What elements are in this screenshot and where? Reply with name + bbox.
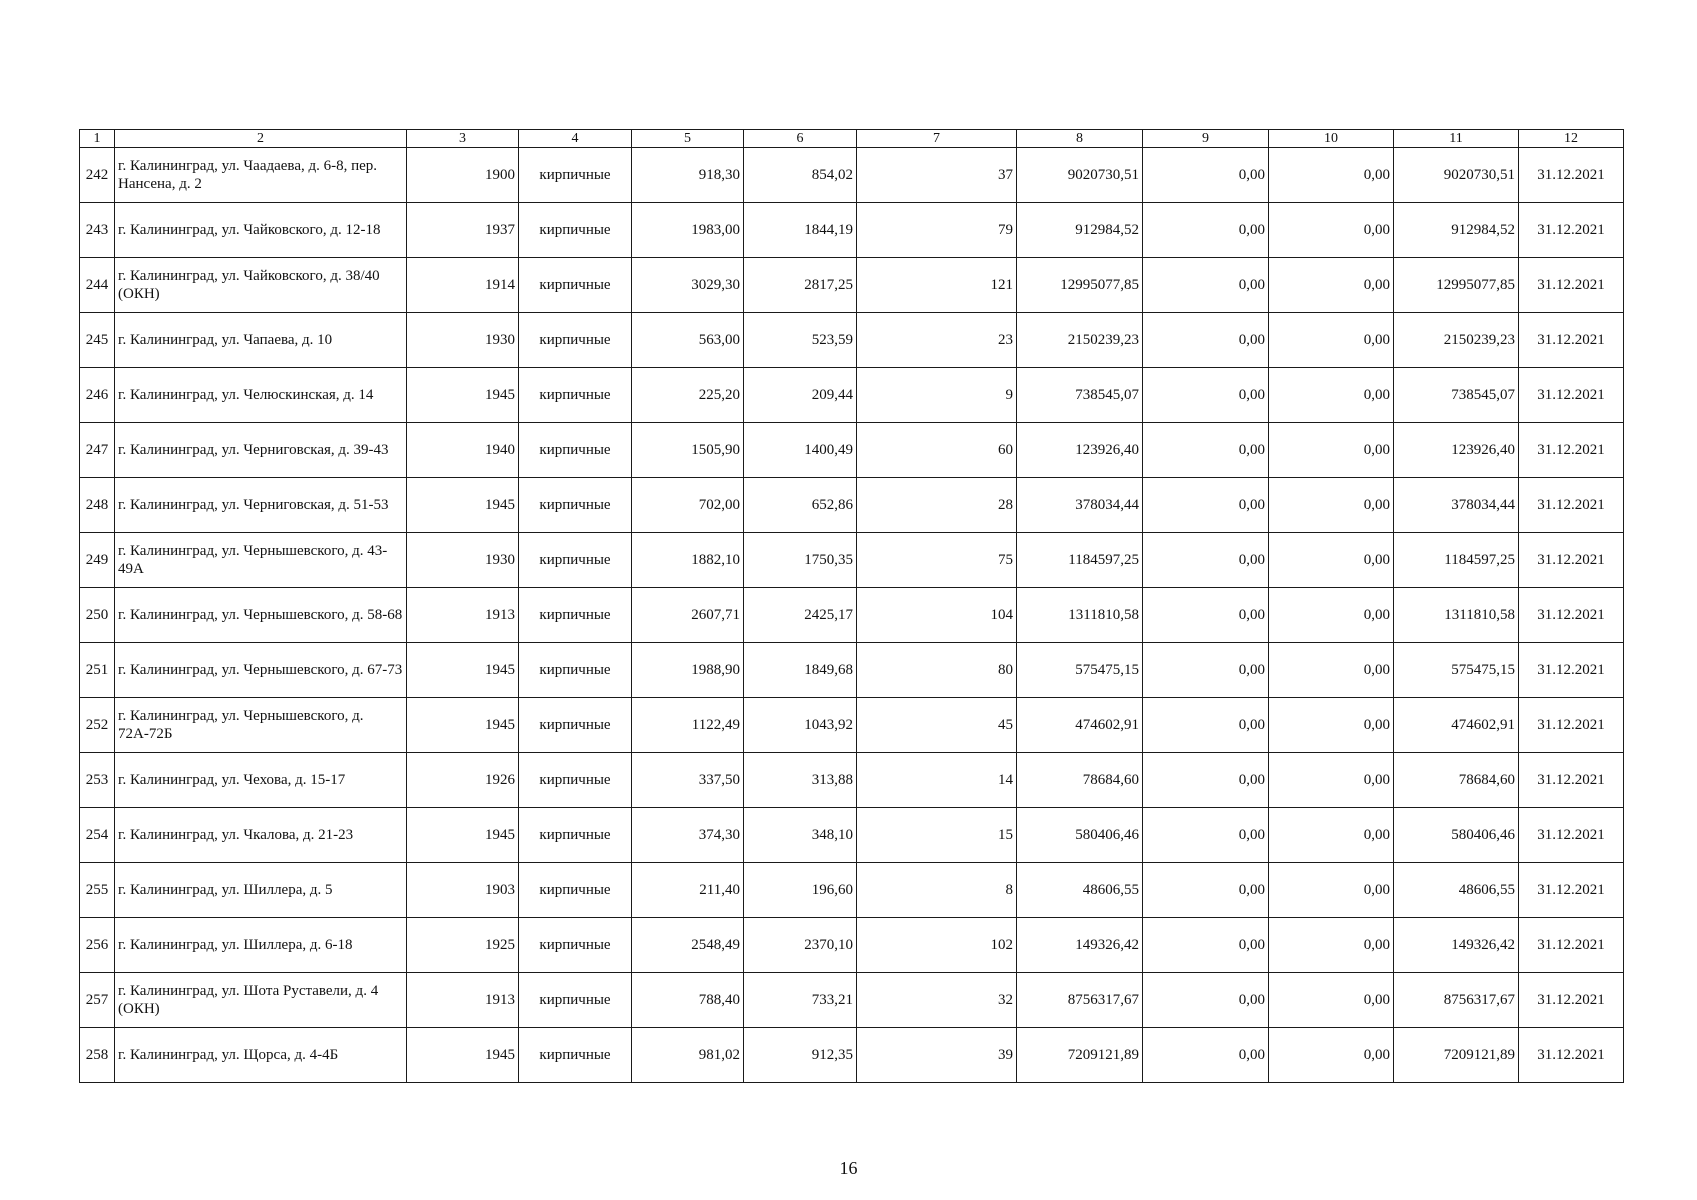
cost-col9-cell: 0,00 (1143, 1028, 1269, 1083)
cost-total-cell: 378034,44 (1017, 478, 1143, 533)
deadline-date-cell: 31.12.2021 (1519, 203, 1624, 258)
deadline-date-cell: 31.12.2021 (1519, 533, 1624, 588)
living-area-cell: 313,88 (744, 753, 857, 808)
material-cell: кирпичные (519, 973, 632, 1028)
living-area-cell: 2817,25 (744, 258, 857, 313)
row-number-cell: 252 (80, 698, 115, 753)
deadline-date-cell: 31.12.2021 (1519, 753, 1624, 808)
cost-col9-cell: 0,00 (1143, 753, 1269, 808)
material-cell: кирпичные (519, 533, 632, 588)
living-area-cell: 733,21 (744, 973, 857, 1028)
cost-col11-cell: 575475,15 (1394, 643, 1519, 698)
table-row (80, 753, 1624, 808)
living-area-cell: 1844,19 (744, 203, 857, 258)
total-area-cell: 374,30 (632, 808, 744, 863)
column-number: 2 (115, 130, 407, 148)
address-cell: г. Калининград, ул. Шиллера, д. 6-18 (115, 918, 407, 973)
row-number-cell: 254 (80, 808, 115, 863)
page-number: 16 (839, 1158, 858, 1178)
living-area-cell: 1849,68 (744, 643, 857, 698)
deadline-date-cell: 31.12.2021 (1519, 1028, 1624, 1083)
cost-col10-cell: 0,00 (1269, 808, 1394, 863)
material-cell: кирпичные (519, 808, 632, 863)
year-cell: 1945 (407, 643, 519, 698)
address-cell: г. Калининград, ул. Шиллера, д. 5 (115, 863, 407, 918)
address-cell: г. Калининград, ул. Чехова, д. 15-17 (115, 753, 407, 808)
deadline-date-cell: 31.12.2021 (1519, 313, 1624, 368)
deadline-date-cell: 31.12.2021 (1519, 148, 1624, 203)
total-area-cell: 3029,30 (632, 258, 744, 313)
residents-cell: 102 (857, 918, 1017, 973)
address-cell: г. Калининград, ул. Челюскинская, д. 14 (115, 368, 407, 423)
table-row (80, 203, 1624, 258)
row-number-cell: 247 (80, 423, 115, 478)
material-cell: кирпичные (519, 313, 632, 368)
material-cell: кирпичные (519, 423, 632, 478)
residents-cell: 79 (857, 203, 1017, 258)
table-row (80, 808, 1624, 863)
total-area-cell: 2548,49 (632, 918, 744, 973)
material-cell: кирпичные (519, 1028, 632, 1083)
row-number-cell: 246 (80, 368, 115, 423)
year-cell: 1945 (407, 808, 519, 863)
cost-col9-cell: 0,00 (1143, 258, 1269, 313)
column-number: 11 (1394, 130, 1519, 148)
cost-col9-cell: 0,00 (1143, 203, 1269, 258)
cost-col10-cell: 0,00 (1269, 1028, 1394, 1083)
cost-col10-cell: 0,00 (1269, 368, 1394, 423)
column-number: 12 (1519, 130, 1624, 148)
deadline-date-cell: 31.12.2021 (1519, 588, 1624, 643)
row-number-cell: 257 (80, 973, 115, 1028)
row-number-cell: 242 (80, 148, 115, 203)
deadline-date-cell: 31.12.2021 (1519, 368, 1624, 423)
address-cell: г. Калининград, ул. Чапаева, д. 10 (115, 313, 407, 368)
material-cell: кирпичные (519, 588, 632, 643)
cost-col10-cell: 0,00 (1269, 423, 1394, 478)
cost-col9-cell: 0,00 (1143, 368, 1269, 423)
column-number-row (80, 130, 1624, 148)
total-area-cell: 1988,90 (632, 643, 744, 698)
cost-col10-cell: 0,00 (1269, 258, 1394, 313)
living-area-cell: 209,44 (744, 368, 857, 423)
deadline-date-cell: 31.12.2021 (1519, 973, 1624, 1028)
table-row (80, 588, 1624, 643)
cost-total-cell: 474602,91 (1017, 698, 1143, 753)
residents-cell: 32 (857, 973, 1017, 1028)
cost-col11-cell: 149326,42 (1394, 918, 1519, 973)
table-row (80, 643, 1624, 698)
cost-col11-cell: 48606,55 (1394, 863, 1519, 918)
address-cell: г. Калининград, ул. Чернышевского, д. 72А-72Б (115, 698, 407, 753)
total-area-cell: 788,40 (632, 973, 744, 1028)
column-number: 6 (744, 130, 857, 148)
table-row (80, 533, 1624, 588)
residents-cell: 60 (857, 423, 1017, 478)
cost-col10-cell: 0,00 (1269, 478, 1394, 533)
cost-total-cell: 78684,60 (1017, 753, 1143, 808)
living-area-cell: 2425,17 (744, 588, 857, 643)
table-row (80, 368, 1624, 423)
deadline-date-cell: 31.12.2021 (1519, 423, 1624, 478)
table-row (80, 478, 1624, 533)
column-number: 7 (857, 130, 1017, 148)
cost-total-cell: 12995077,85 (1017, 258, 1143, 313)
cost-col11-cell: 8756317,67 (1394, 973, 1519, 1028)
cost-total-cell: 149326,42 (1017, 918, 1143, 973)
cost-total-cell: 1311810,58 (1017, 588, 1143, 643)
cost-col10-cell: 0,00 (1269, 973, 1394, 1028)
cost-col11-cell: 2150239,23 (1394, 313, 1519, 368)
cost-total-cell: 9020730,51 (1017, 148, 1143, 203)
living-area-cell: 912,35 (744, 1028, 857, 1083)
material-cell: кирпичные (519, 863, 632, 918)
row-number-cell: 258 (80, 1028, 115, 1083)
year-cell: 1940 (407, 423, 519, 478)
buildings-table (79, 129, 1624, 1083)
living-area-cell: 348,10 (744, 808, 857, 863)
living-area-cell: 652,86 (744, 478, 857, 533)
residents-cell: 39 (857, 1028, 1017, 1083)
living-area-cell: 854,02 (744, 148, 857, 203)
residents-cell: 37 (857, 148, 1017, 203)
cost-col11-cell: 1311810,58 (1394, 588, 1519, 643)
deadline-date-cell: 31.12.2021 (1519, 698, 1624, 753)
cost-total-cell: 7209121,89 (1017, 1028, 1143, 1083)
cost-col10-cell: 0,00 (1269, 753, 1394, 808)
cost-col11-cell: 738545,07 (1394, 368, 1519, 423)
column-number: 3 (407, 130, 519, 148)
material-cell: кирпичные (519, 203, 632, 258)
total-area-cell: 1122,49 (632, 698, 744, 753)
material-cell: кирпичные (519, 148, 632, 203)
material-cell: кирпичные (519, 918, 632, 973)
material-cell: кирпичные (519, 478, 632, 533)
table-row (80, 973, 1624, 1028)
total-area-cell: 211,40 (632, 863, 744, 918)
residents-cell: 23 (857, 313, 1017, 368)
material-cell: кирпичные (519, 698, 632, 753)
cost-col9-cell: 0,00 (1143, 973, 1269, 1028)
material-cell: кирпичные (519, 753, 632, 808)
living-area-cell: 1400,49 (744, 423, 857, 478)
cost-col10-cell: 0,00 (1269, 203, 1394, 258)
cost-col9-cell: 0,00 (1143, 588, 1269, 643)
table-body (80, 130, 1624, 1083)
cost-total-cell: 575475,15 (1017, 643, 1143, 698)
cost-col9-cell: 0,00 (1143, 478, 1269, 533)
cost-col10-cell: 0,00 (1269, 533, 1394, 588)
cost-col9-cell: 0,00 (1143, 148, 1269, 203)
cost-col10-cell: 0,00 (1269, 918, 1394, 973)
cost-col11-cell: 7209121,89 (1394, 1028, 1519, 1083)
address-cell: г. Калининград, ул. Шота Руставели, д. 4 (ОКН) (115, 973, 407, 1028)
cost-col11-cell: 912984,52 (1394, 203, 1519, 258)
total-area-cell: 563,00 (632, 313, 744, 368)
cost-col11-cell: 474602,91 (1394, 698, 1519, 753)
living-area-cell: 1750,35 (744, 533, 857, 588)
year-cell: 1925 (407, 918, 519, 973)
row-number-cell: 253 (80, 753, 115, 808)
residents-cell: 9 (857, 368, 1017, 423)
address-cell: г. Калининград, ул. Чкалова, д. 21-23 (115, 808, 407, 863)
table-row (80, 1028, 1624, 1083)
table-row (80, 423, 1624, 478)
residents-cell: 104 (857, 588, 1017, 643)
cost-total-cell: 738545,07 (1017, 368, 1143, 423)
year-cell: 1913 (407, 588, 519, 643)
cost-col11-cell: 78684,60 (1394, 753, 1519, 808)
cost-total-cell: 1184597,25 (1017, 533, 1143, 588)
column-number: 5 (632, 130, 744, 148)
table-row (80, 863, 1624, 918)
cost-col10-cell: 0,00 (1269, 148, 1394, 203)
column-number: 8 (1017, 130, 1143, 148)
year-cell: 1945 (407, 478, 519, 533)
total-area-cell: 702,00 (632, 478, 744, 533)
address-cell: г. Калининград, ул. Чернышевского, д. 67-73 (115, 643, 407, 698)
address-cell: г. Калининград, ул. Чернышевского, д. 58-68 (115, 588, 407, 643)
row-number-cell: 244 (80, 258, 115, 313)
row-number-cell: 243 (80, 203, 115, 258)
residents-cell: 121 (857, 258, 1017, 313)
total-area-cell: 225,20 (632, 368, 744, 423)
row-number-cell: 249 (80, 533, 115, 588)
cost-col10-cell: 0,00 (1269, 643, 1394, 698)
residents-cell: 8 (857, 863, 1017, 918)
living-area-cell: 2370,10 (744, 918, 857, 973)
cost-col9-cell: 0,00 (1143, 643, 1269, 698)
column-number: 10 (1269, 130, 1394, 148)
row-number-cell: 250 (80, 588, 115, 643)
deadline-date-cell: 31.12.2021 (1519, 258, 1624, 313)
deadline-date-cell: 31.12.2021 (1519, 643, 1624, 698)
total-area-cell: 2607,71 (632, 588, 744, 643)
living-area-cell: 196,60 (744, 863, 857, 918)
deadline-date-cell: 31.12.2021 (1519, 918, 1624, 973)
table-row (80, 148, 1624, 203)
table-row (80, 258, 1624, 313)
row-number-cell: 248 (80, 478, 115, 533)
living-area-cell: 1043,92 (744, 698, 857, 753)
deadline-date-cell: 31.12.2021 (1519, 808, 1624, 863)
cost-col9-cell: 0,00 (1143, 808, 1269, 863)
living-area-cell: 523,59 (744, 313, 857, 368)
cost-col10-cell: 0,00 (1269, 863, 1394, 918)
cost-total-cell: 123926,40 (1017, 423, 1143, 478)
total-area-cell: 981,02 (632, 1028, 744, 1083)
residents-cell: 14 (857, 753, 1017, 808)
year-cell: 1945 (407, 1028, 519, 1083)
year-cell: 1903 (407, 863, 519, 918)
total-area-cell: 1983,00 (632, 203, 744, 258)
year-cell: 1926 (407, 753, 519, 808)
row-number-cell: 251 (80, 643, 115, 698)
address-cell: г. Калининград, ул. Чернышевского, д. 43-49А (115, 533, 407, 588)
cost-col10-cell: 0,00 (1269, 588, 1394, 643)
material-cell: кирпичные (519, 643, 632, 698)
residents-cell: 15 (857, 808, 1017, 863)
cost-total-cell: 580406,46 (1017, 808, 1143, 863)
deadline-date-cell: 31.12.2021 (1519, 478, 1624, 533)
cost-col11-cell: 12995077,85 (1394, 258, 1519, 313)
material-cell: кирпичные (519, 368, 632, 423)
address-cell: г. Калининград, ул. Щорса, д. 4-4Б (115, 1028, 407, 1083)
cost-col9-cell: 0,00 (1143, 313, 1269, 368)
row-number-cell: 256 (80, 918, 115, 973)
deadline-date-cell: 31.12.2021 (1519, 863, 1624, 918)
table-row (80, 918, 1624, 973)
address-cell: г. Калининград, ул. Чаадаева, д. 6-8, пер. Нансена, д. 2 (115, 148, 407, 203)
year-cell: 1914 (407, 258, 519, 313)
cost-total-cell: 912984,52 (1017, 203, 1143, 258)
cost-col11-cell: 378034,44 (1394, 478, 1519, 533)
total-area-cell: 1882,10 (632, 533, 744, 588)
year-cell: 1913 (407, 973, 519, 1028)
residents-cell: 75 (857, 533, 1017, 588)
table-row (80, 698, 1624, 753)
cost-col9-cell: 0,00 (1143, 533, 1269, 588)
table-row (80, 313, 1624, 368)
address-cell: г. Калининград, ул. Черниговская, д. 39-43 (115, 423, 407, 478)
cost-total-cell: 8756317,67 (1017, 973, 1143, 1028)
cost-col11-cell: 123926,40 (1394, 423, 1519, 478)
year-cell: 1945 (407, 698, 519, 753)
year-cell: 1937 (407, 203, 519, 258)
year-cell: 1930 (407, 313, 519, 368)
cost-col9-cell: 0,00 (1143, 423, 1269, 478)
row-number-cell: 255 (80, 863, 115, 918)
total-area-cell: 1505,90 (632, 423, 744, 478)
cost-col10-cell: 0,00 (1269, 698, 1394, 753)
year-cell: 1900 (407, 148, 519, 203)
cost-total-cell: 48606,55 (1017, 863, 1143, 918)
column-number: 4 (519, 130, 632, 148)
year-cell: 1930 (407, 533, 519, 588)
cost-col9-cell: 0,00 (1143, 698, 1269, 753)
column-number: 1 (80, 130, 115, 148)
total-area-cell: 337,50 (632, 753, 744, 808)
total-area-cell: 918,30 (632, 148, 744, 203)
cost-col11-cell: 1184597,25 (1394, 533, 1519, 588)
column-number: 9 (1143, 130, 1269, 148)
residents-cell: 45 (857, 698, 1017, 753)
residents-cell: 28 (857, 478, 1017, 533)
address-cell: г. Калининград, ул. Чайковского, д. 38/40 (ОКН) (115, 258, 407, 313)
material-cell: кирпичные (519, 258, 632, 313)
cost-col11-cell: 580406,46 (1394, 808, 1519, 863)
address-cell: г. Калининград, ул. Черниговская, д. 51-53 (115, 478, 407, 533)
row-number-cell: 245 (80, 313, 115, 368)
cost-col11-cell: 9020730,51 (1394, 148, 1519, 203)
address-cell: г. Калининград, ул. Чайковского, д. 12-18 (115, 203, 407, 258)
cost-total-cell: 2150239,23 (1017, 313, 1143, 368)
cost-col9-cell: 0,00 (1143, 918, 1269, 973)
year-cell: 1945 (407, 368, 519, 423)
cost-col9-cell: 0,00 (1143, 863, 1269, 918)
residents-cell: 80 (857, 643, 1017, 698)
cost-col10-cell: 0,00 (1269, 313, 1394, 368)
